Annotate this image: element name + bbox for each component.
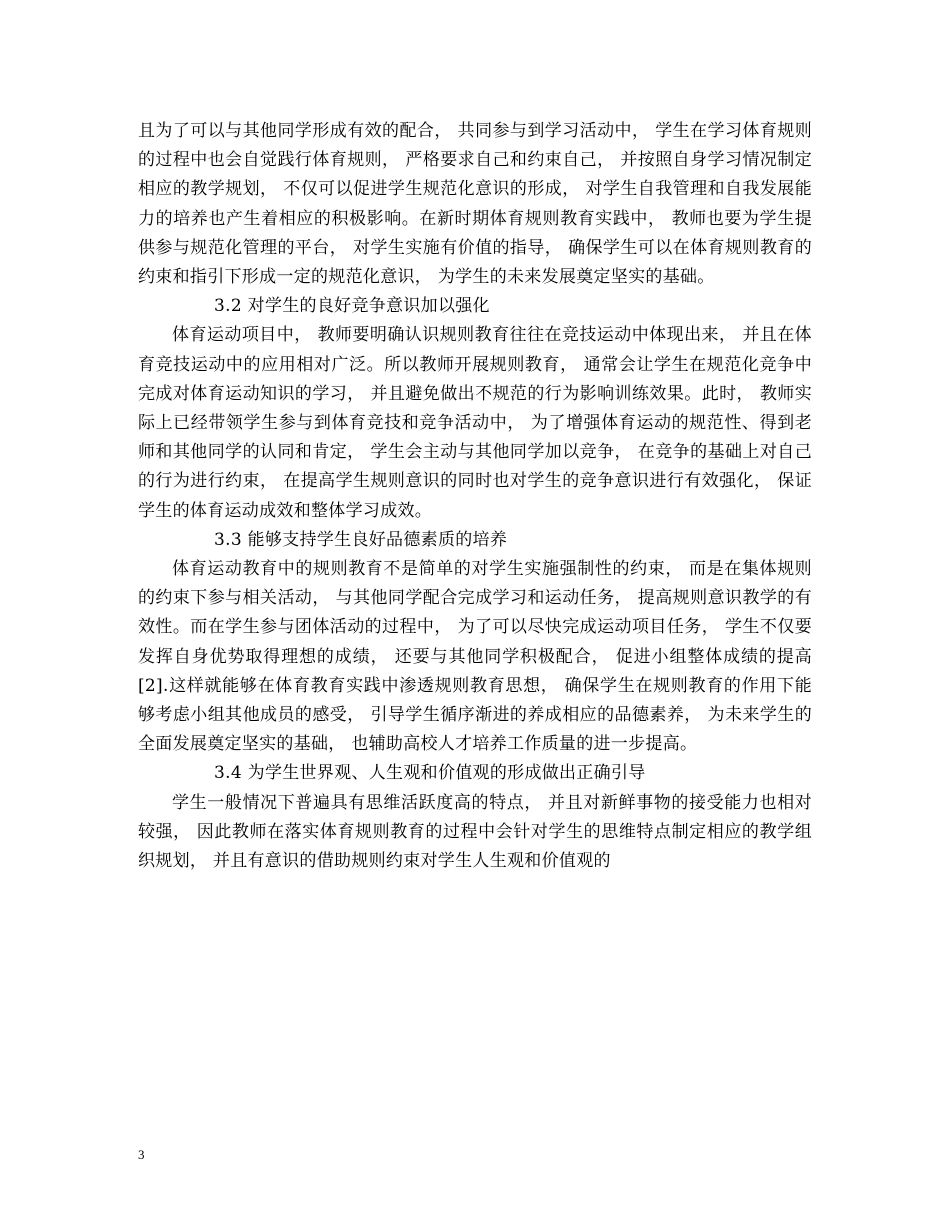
- paragraph-3-2: 体育运动项目中， 教师要明确认识规则教育往往在竞技运动中体现出来， 并且在体育竞技运动中的应用相对广泛。所以教师开展规则教育， 通常会让学生在规范化竞争中完成对体育运动知识的学习， 并且避免做出不规范的行为影响训练效果。此时， 教师实际上已经带领学生参与到体育竞技和竞争活动中， 为了增强体育运动的规范性、得到老师和其他同学的认同和肯定， 学生会主动与其他同学加以竞争， 在竞争的基础上对自己的行为进行约束， 在提高学生规则意识的同时也对学生的竞争意识进行有效强化， 保证学生的体育运动成效和整体学习成效。: [138, 325, 812, 521]
- section-heading-3-2: 3.2 对学生的良好竞争意识加以强化: [214, 296, 490, 317]
- section-heading-3-4: 3.4 为学生世界观、人生观和价值观的形成做出正确引导: [214, 763, 646, 784]
- paragraph-continued: 且为了可以与其他同学形成有效的配合， 共同参与到学习活动中， 学生在学习体育规则的过程中也会自觉践行体育规则， 严格要求自己和约束自己， 并按照自身学习情况制定相应的教学规划， 不仅可以促进学生规范化意识的形成， 对学生自我管理和自我发展能力的培养也产生着相应的积极影响。在新时期体育规则教育实践中， 教师也要为学生提供参与规范化管理的平台， 对学生实施有价值的指导， 确保学生可以在体育规则教育的约束和指引下形成一定的规范化意识， 为学生的未来发展奠定坚实的基础。: [138, 121, 812, 288]
- paragraph-3-4: 学生一般情况下普遍具有思维活跃度高的特点， 并且对新鲜事物的接受能力也相对较强， 因此教师在落实体育规则教育的过程中会针对学生的思维特点制定相应的教学组织规划， 并且有意识的借助规则约束对学生人生观和价值观的: [138, 792, 812, 872]
- page-number: 3: [138, 1147, 145, 1162]
- section-heading-3-3: 3.3 能够支持学生良好品德素质的培养: [214, 529, 508, 550]
- body-text: [138, 117, 812, 876]
- paragraph-3-3: 体育运动教育中的规则教育不是简单的对学生实施强制性的约束， 而是在集体规则的约束下参与相关活动， 与其他同学配合完成学习和运动任务， 提高规则意识教学的有效性。而在学生参与团体活动的过程中， 为了可以尽快完成运动项目任务， 学生不仅要发挥自身优势取得理想的成绩， 还要与其他同学积极配合， 促进小组整体成绩的提高[2].这样就能够在体育教育实践中渗透规则教育思想， 确保学生在规则教育的作用下能够考虑小组其他成员的感受， 引导学生循序渐进的养成相应的品德素养， 为未来学生的全面发展奠定坚实的基础， 也辅助高校人才培养工作质量的进一步提高。: [138, 559, 812, 755]
